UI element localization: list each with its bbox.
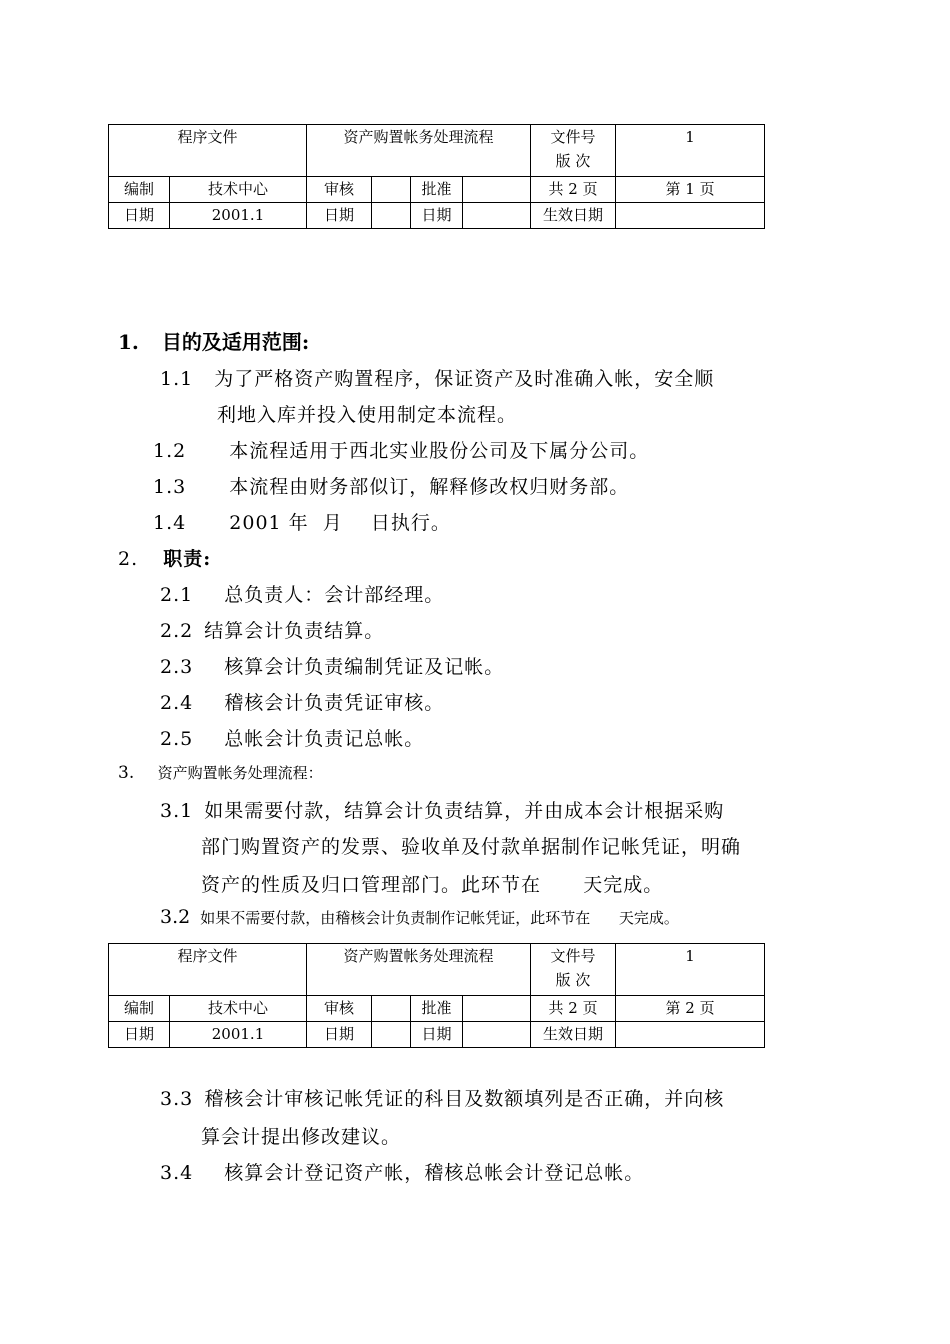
item-1-2	[153, 436, 649, 463]
doc-no-version-label-cell	[531, 944, 616, 996]
item-3-3-continued: 算会计提出修改建议。	[201, 1126, 402, 1148]
review-date-label: 日期	[307, 1022, 372, 1048]
item-text: 2001 年 月 日执行。	[229, 512, 451, 534]
section-2-title: 职责:	[163, 548, 212, 570]
item-1-4	[153, 508, 451, 535]
item-3-3	[160, 1084, 724, 1111]
item-3-4	[160, 1158, 644, 1185]
prepared-label: 编制	[109, 996, 170, 1022]
section-2-heading	[118, 544, 211, 571]
item-number: 3.3	[160, 1088, 194, 1110]
doc-type-cell: 程序文件	[109, 125, 307, 177]
item-2-5	[160, 724, 424, 751]
prepared-label: 编制	[109, 177, 170, 203]
item-1-1-continued: 利地入库并投入使用制定本流程。	[217, 404, 518, 426]
version-label: 版 次	[555, 152, 591, 170]
item-number: 1.2	[153, 440, 187, 462]
item-2-3	[160, 652, 504, 679]
doc-title-cell: 资产购置帐务处理流程	[307, 125, 531, 177]
effective-date-label: 生效日期	[531, 203, 616, 229]
item-number: 2.3	[160, 656, 194, 678]
review-value	[372, 996, 411, 1022]
version-label: 版 次	[555, 971, 591, 989]
approve-date-value	[463, 203, 531, 229]
effective-date-value	[616, 203, 765, 229]
item-text: 本流程由财务部似订，解释修改权归财务部。	[229, 476, 630, 498]
item-3-1	[160, 796, 724, 823]
doc-no-label: 文件号	[550, 128, 596, 146]
page-number: 第 2 页	[616, 996, 765, 1022]
item-number: 1.1	[160, 368, 194, 390]
review-date-label: 日期	[307, 203, 372, 229]
item-text: 稽核会计审核记帐凭证的科目及数额填列是否正确，并向核	[204, 1088, 725, 1110]
item-1-3	[153, 472, 629, 499]
item-number: 1.4	[153, 512, 187, 534]
item-2-2	[160, 616, 384, 643]
effective-date-label: 生效日期	[531, 1022, 616, 1048]
item-text: 如果需要付款，结算会计负责结算，并由成本会计根据采购	[204, 800, 725, 822]
item-number: 2.4	[160, 692, 194, 714]
total-pages: 共 2 页	[531, 177, 616, 203]
page-number: 第 1 页	[616, 177, 765, 203]
approve-value	[463, 177, 531, 203]
section-1-number: 1.	[118, 330, 139, 354]
version-value-cell: 1	[616, 944, 765, 996]
item-text: 本流程适用于西北实业股份公司及下属分公司。	[229, 440, 650, 462]
header-table-page-2	[108, 943, 765, 1048]
version-value-cell: 1	[616, 125, 765, 177]
review-date-value	[372, 1022, 411, 1048]
item-number: 2.5	[160, 728, 194, 750]
item-text: 为了严格资产购置程序，保证资产及时准确入帐，安全顺	[214, 368, 715, 390]
section-2-number: 2.	[118, 548, 139, 570]
item-2-1	[160, 580, 444, 607]
item-number: 1.3	[153, 476, 187, 498]
item-number: 2.2	[160, 620, 194, 642]
item-3-1-continued-2: 资产的性质及归口管理部门。此环节在 天完成。	[201, 874, 664, 896]
item-text: 结算会计负责结算。	[204, 620, 385, 642]
item-3-2	[160, 906, 679, 928]
item-number: 3.4	[160, 1162, 194, 1184]
approve-value	[463, 996, 531, 1022]
doc-title-cell: 资产购置帐务处理流程	[307, 944, 531, 996]
section-3-number: 3.	[118, 763, 135, 783]
approve-label: 批准	[411, 996, 463, 1022]
review-label: 审核	[307, 996, 372, 1022]
item-number: 3.1	[160, 800, 194, 822]
approve-date-label: 日期	[411, 1022, 463, 1048]
header-table-page-1	[108, 124, 765, 229]
date-value: 2001.1	[170, 1022, 307, 1048]
item-text: 总帐会计负责记总帐。	[224, 728, 425, 750]
review-label: 审核	[307, 177, 372, 203]
section-1-title: 目的及适用范围:	[161, 330, 310, 354]
prepared-value: 技术中心	[170, 996, 307, 1022]
item-number: 3.2	[160, 906, 191, 928]
date-label: 日期	[109, 1022, 170, 1048]
section-3-title: 资产购置帐务处理流程：	[157, 764, 323, 782]
item-text: 总负责人：会计部经理。	[224, 584, 445, 606]
section-1-heading	[118, 326, 309, 355]
item-number: 2.1	[160, 584, 194, 606]
date-label: 日期	[109, 203, 170, 229]
item-text: 稽核会计负责凭证审核。	[224, 692, 445, 714]
doc-no-label: 文件号	[550, 947, 596, 965]
prepared-value: 技术中心	[170, 177, 307, 203]
item-text: 核算会计负责编制凭证及记帐。	[224, 656, 505, 678]
date-value: 2001.1	[170, 203, 307, 229]
effective-date-value	[616, 1022, 765, 1048]
total-pages: 共 2 页	[531, 996, 616, 1022]
item-text: 如果不需要付款，由稽核会计负责制作记帐凭证，此环节在 天完成。	[200, 909, 679, 927]
section-3-heading	[118, 762, 323, 783]
doc-type-cell: 程序文件	[109, 944, 307, 996]
approve-date-label: 日期	[411, 203, 463, 229]
review-value	[372, 177, 411, 203]
approve-label: 批准	[411, 177, 463, 203]
doc-no-version-label-cell	[531, 125, 616, 177]
item-2-4	[160, 688, 444, 715]
approve-date-value	[463, 1022, 531, 1048]
review-date-value	[372, 203, 411, 229]
item-1-1	[160, 364, 714, 391]
item-3-1-continued-1: 部门购置资产的发票、验收单及付款单据制作记帐凭证，明确	[201, 836, 742, 858]
item-text: 核算会计登记资产帐，稽核总帐会计登记总帐。	[224, 1162, 645, 1184]
